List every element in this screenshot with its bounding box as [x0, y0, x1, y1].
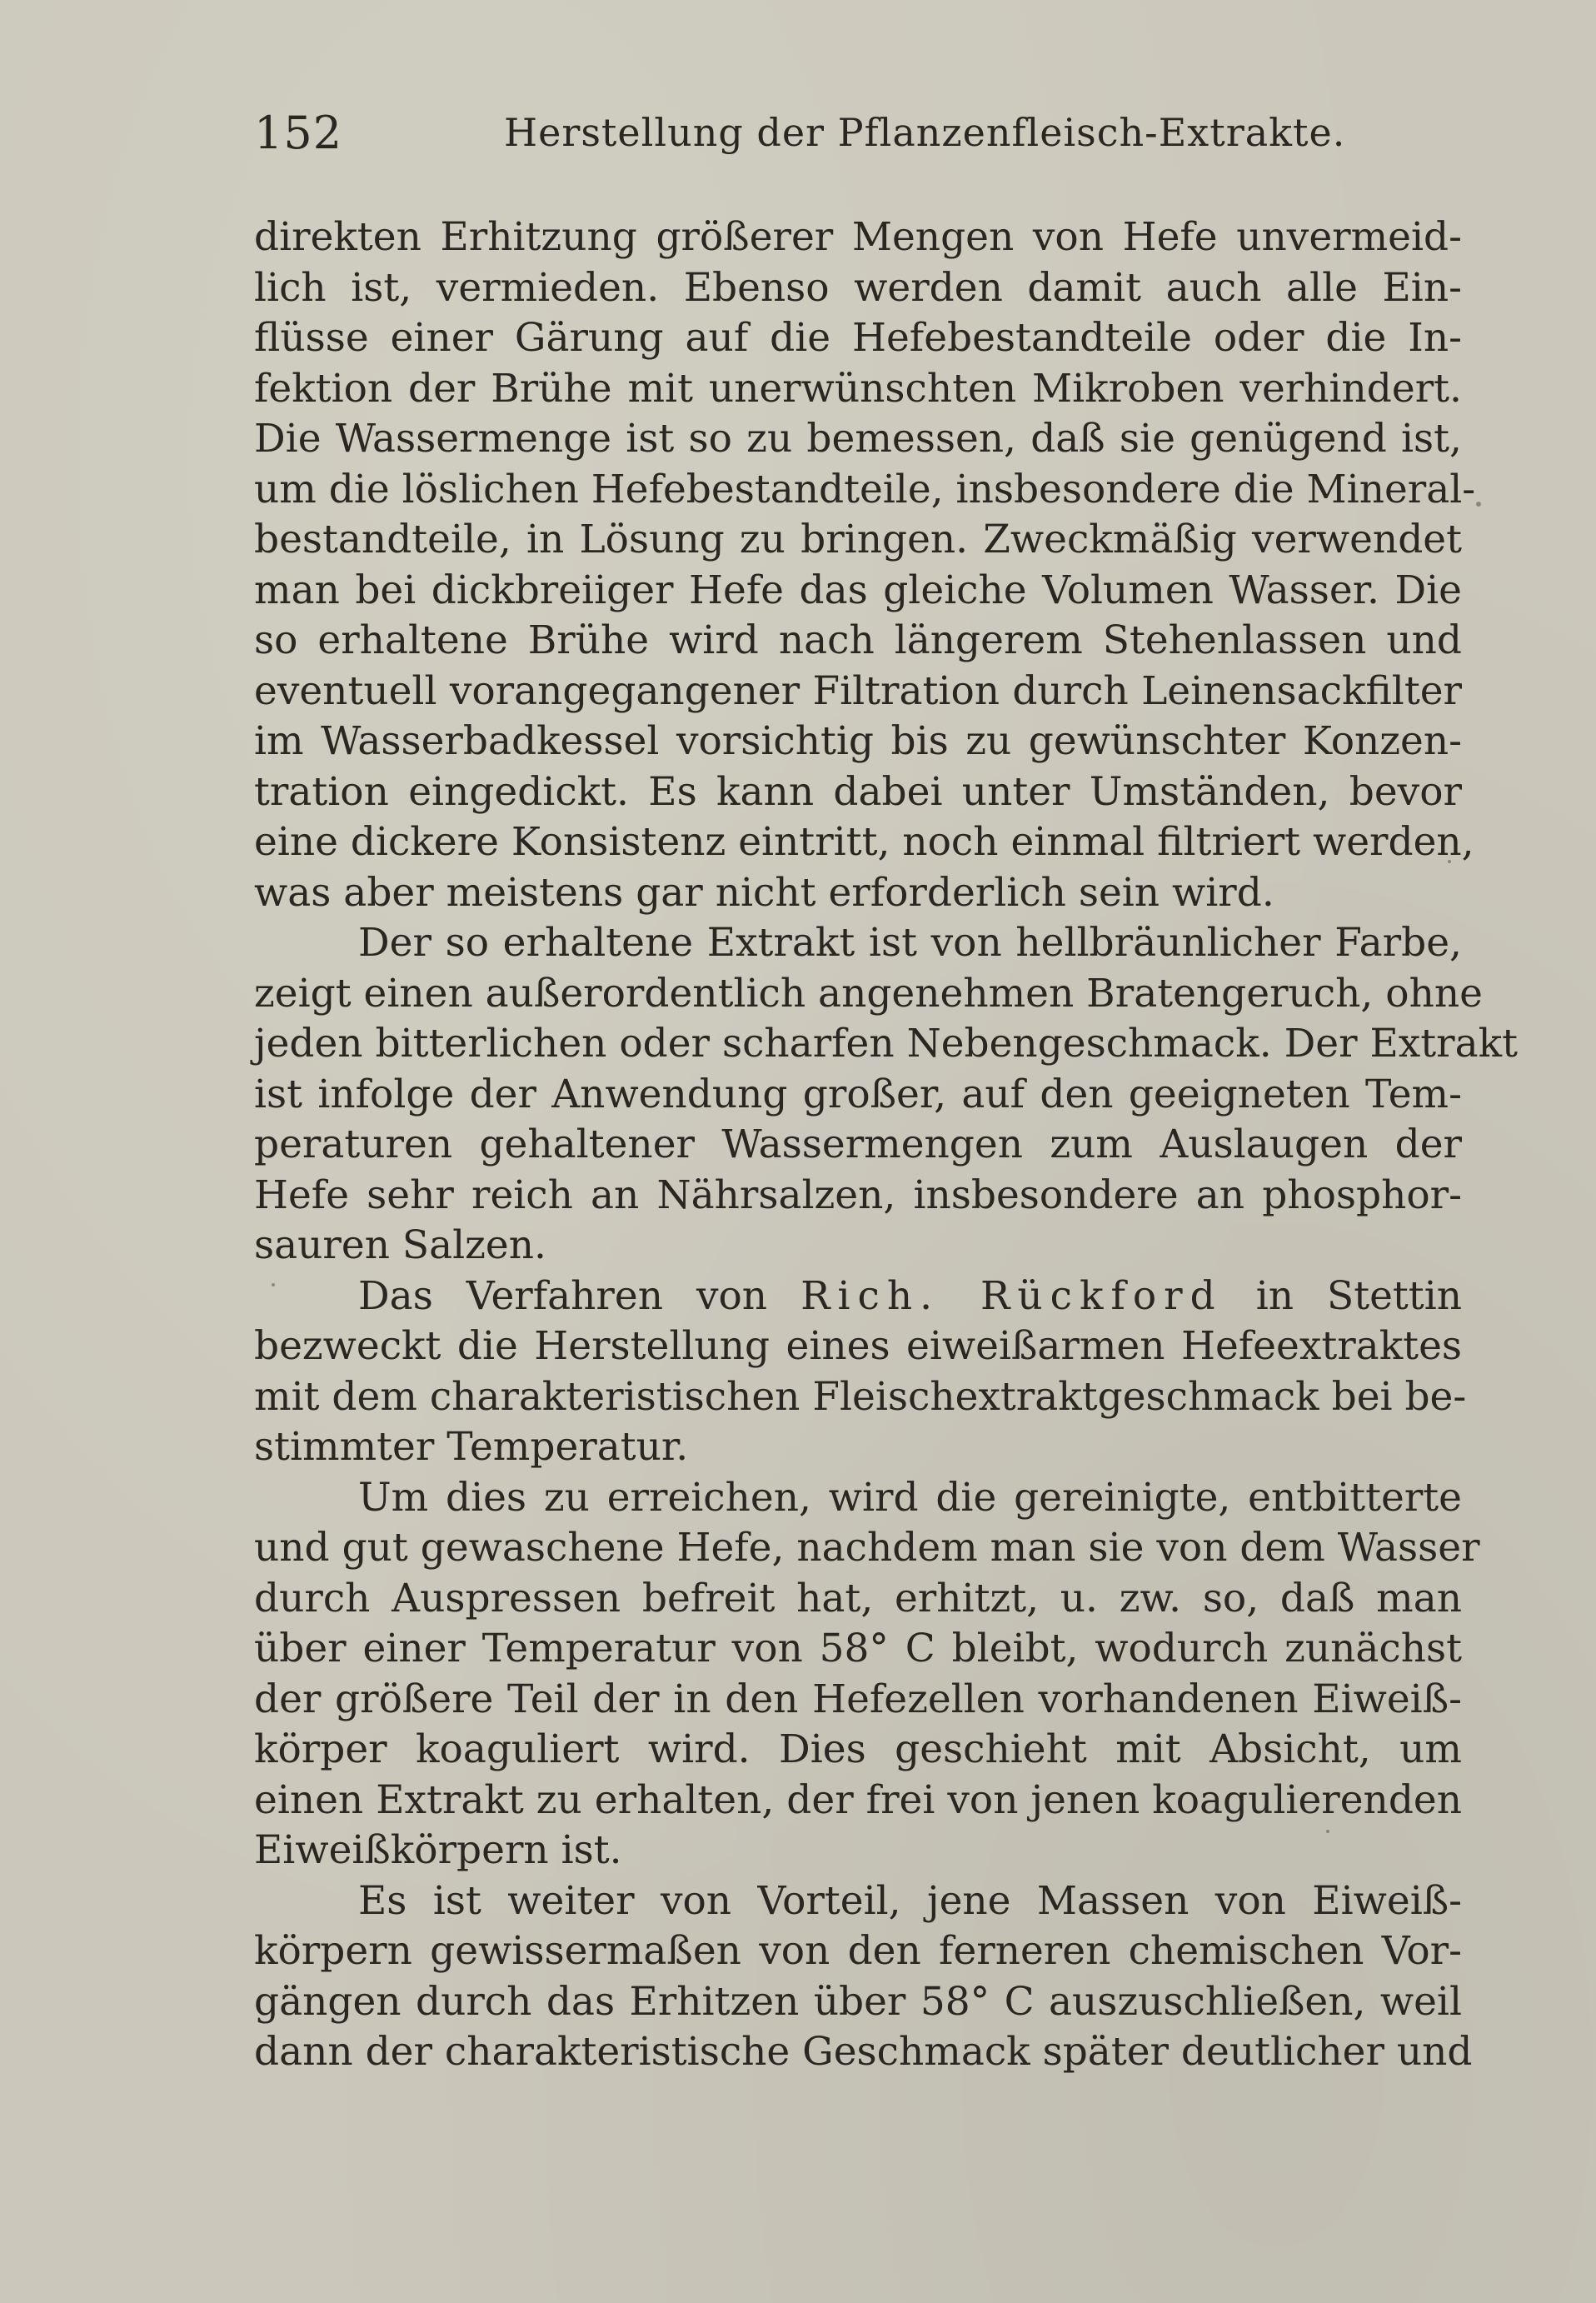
- running-head: Herstellung der Pflanzenfleisch-Extrakte.: [504, 110, 1346, 155]
- text-line: gängen durch das Erhitzen über 58° C auszuschließen, weil: [254, 1978, 1462, 2025]
- text-line: und gut gewaschene Hefe, nachdem man sie von dem Wasser: [254, 1525, 1480, 1571]
- text-line: Um dies zu erreichen, wird die gereinigte, entbitterte: [358, 1474, 1462, 1521]
- text-line: fektion der Brühe mit unerwünschten Mikroben verhindert.: [254, 365, 1462, 412]
- text-line: der größere Teil der in den Hefezellen vorhandenen Eiweiß-: [254, 1676, 1462, 1722]
- text-line: Hefe sehr reich an Nährsalzen, insbesondere an phosphor-: [254, 1171, 1462, 1218]
- paragraph-5: [254, 1876, 1473, 2078]
- text-line: Es ist weiter von Vorteil, jene Massen von Eiweiß-: [358, 1877, 1462, 1924]
- text-line: einen Extrakt zu erhalten, der frei von jenen koagulierenden: [254, 1776, 1462, 1823]
- text-line: Die Wassermenge ist so zu bemessen, daß sie genügend ist,: [254, 416, 1462, 462]
- paragraph-1: [254, 212, 1476, 918]
- text-line: über einer Temperatur von 58° C bleibt, wodurch zunächst: [254, 1626, 1462, 1671]
- lead-text: Das Verfahren von: [358, 1272, 768, 1319]
- text-line: tration eingedickt. Es kann dabei unter Umständen, bevor: [254, 768, 1462, 815]
- text-line: Der so erhaltene Extrakt ist von hellbräunlicher Farbe,: [358, 920, 1462, 966]
- text-line: sauren Salzen.: [254, 1222, 546, 1268]
- text-line: Eiweißkörpern ist.: [254, 1827, 622, 1873]
- text-line: durch Auspressen befreit hat, erhitzt, u. zw. so, daß man: [254, 1575, 1462, 1621]
- text-line: peraturen gehaltener Wassermengen zum Auslaugen der: [254, 1122, 1462, 1167]
- text-line: stimmter Temperatur.: [254, 1424, 689, 1470]
- text-line: eventuell vorangegangener Filtration durch Leinensackfilter: [254, 667, 1462, 714]
- text-line: direkten Erhitzung größerer Mengen von Hefe unvermeid-: [254, 214, 1462, 260]
- text-line: mit dem charakteristischen Fleischextraktgeschmack bei be-: [254, 1373, 1467, 1420]
- text-line: bestandteile, in Lösung zu bringen. Zweckmäßig verwendet: [254, 517, 1462, 562]
- text-line: um die löslichen Hefebestandteile, insbesondere die Mineral-: [254, 466, 1476, 512]
- text-line: zeigt einen außerordentlich angenehmen Bratengeruch, ohne: [254, 970, 1483, 1017]
- text-line-lead: [254, 1271, 1462, 1322]
- paragraph-2: [254, 918, 1519, 1271]
- text-line: bezweckt die Herstellung eines eiweißarmen Hefeextraktes: [254, 1323, 1462, 1369]
- text-line: körpern gewissermaßen von den ferneren chemischen Vor-: [254, 1928, 1462, 1974]
- lead-tail-text: in Stettin: [1255, 1272, 1462, 1319]
- paragraph-3: [254, 1271, 1467, 1473]
- text-line: im Wasserbadkessel vorsichtig bis zu gewünschter Konzen-: [254, 718, 1462, 764]
- paper-speck: [1326, 1830, 1329, 1833]
- author-name: Rich. Rückford: [800, 1272, 1223, 1319]
- text-line: ist infolge der Anwendung großer, auf den geeigneten Tem-: [254, 1071, 1462, 1117]
- paper-speck: [1476, 502, 1481, 507]
- paper-speck: [1448, 860, 1451, 863]
- paragraph-4: [254, 1473, 1480, 1876]
- paper-speck: [272, 1283, 275, 1286]
- text-line: eine dickere Konsistenz eintritt, noch einmal filtriert werden,: [254, 819, 1474, 865]
- text-line: flüsse einer Gärung auf die Hefebestandteile oder die In-: [254, 315, 1462, 361]
- text-line: man bei dickbreiiger Hefe das gleiche Volumen Wasser. Die: [254, 567, 1462, 613]
- text-line: jeden bitterlichen oder scharfen Nebengeschmack. Der Extrakt: [254, 1021, 1519, 1067]
- text-line: so erhaltene Brühe wird nach längerem Stehenlassen und: [254, 617, 1462, 663]
- body-text: [254, 212, 1519, 2078]
- text-line: körper koaguliert wird. Dies geschieht mit Absicht, um: [254, 1726, 1462, 1772]
- page-number: 152: [254, 107, 343, 159]
- text-line: dann der charakteristische Geschmack später deutlicher und: [254, 2029, 1473, 2075]
- text-line: was aber meistens gar nicht erforderlich sein wird.: [254, 869, 1274, 916]
- page-header: [254, 107, 1454, 182]
- text-line: lich ist, vermieden. Ebenso werden damit auch alle Ein-: [254, 264, 1462, 311]
